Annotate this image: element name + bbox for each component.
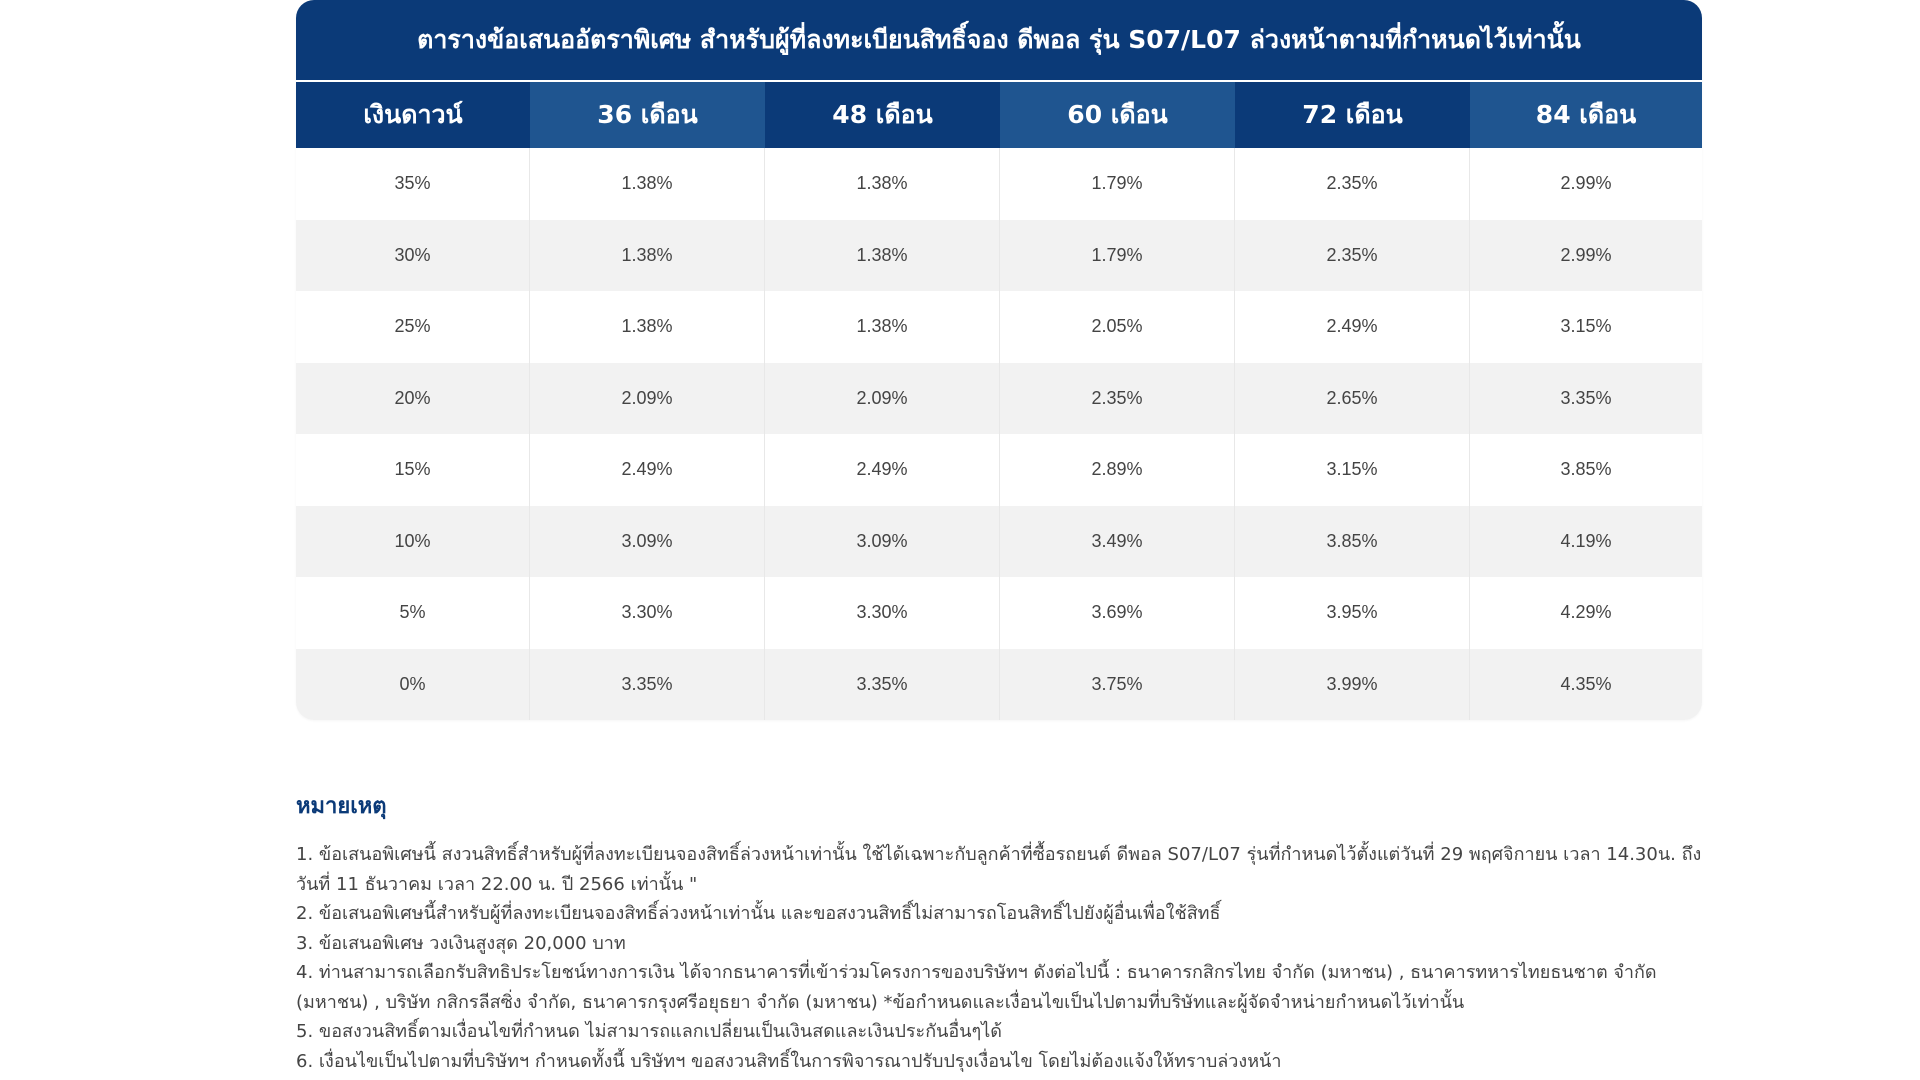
- header-84-months: 84 เดือน: [1470, 82, 1702, 148]
- rate-cell: 1.79%: [1000, 220, 1235, 292]
- table-row: [296, 291, 1702, 363]
- rate-cell: 1.38%: [765, 220, 1000, 292]
- note-item: 3. ข้อเสนอพิเศษ วงเงินสูงสุด 20,000 บาท: [296, 932, 626, 954]
- table-row: [296, 506, 1702, 578]
- header-72-months: 72 เดือน: [1302, 100, 1403, 129]
- rate-cell: 3.30%: [765, 577, 1000, 649]
- rate-cell: 2.65%: [1235, 363, 1470, 435]
- note-item: 4. ท่านสามารถเลือกรับสิทธิประโยชน์ทางการเงิน ได้จากธนาคารที่เข้าร่วมโครงการของบริษัทฯ ดังต่อไปนี้ : ธนาคารกสิกรไทย จำกัด (มหาชน) , ธนาคารทหารไทยธนชาต จำกัด (มหาชน) , บริษัท กสิกรลีสซิ่ง จำกัด, ธนาคารกรุงศรีอยุธยา จำกัด (มหาชน) *ข้อกำหนดและเงื่อนไขเป็นไปตามที่บริษัทและผู้จัดจำหน่ายกำหนดไว้เท่านั้น: [296, 962, 1657, 1013]
- rate-cell: 2.09%: [765, 363, 1000, 435]
- header-36-months: 36 เดือน: [530, 82, 765, 148]
- rate-cell: 3.15%: [1235, 434, 1470, 506]
- rate-cell: 2.99%: [1560, 173, 1612, 194]
- note-item: 1. ข้อเสนอพิเศษนี้ สงวนสิทธิ์สำหรับผู้ที่ลงทะเบียนจองสิทธิ์ล่วงหน้าเท่านั้น ใช้ได้เฉพาะกับลูกค้าที่ซื้อรถยนต์ ดีพอล S07/L07 รุ่นที่กำหนดไว้ตั้งแต่วันที่ 29 พฤศจิกายน เวลา 14.30น. ถึงวันที่ 11 ธันวาคม เวลา 22.00 น. ปี 2566 เท่านั้น ": [296, 844, 1702, 895]
- down-payment-cell: 30%: [296, 220, 530, 292]
- rate-cell: 3.30%: [530, 577, 765, 649]
- rate-cell: 3.85%: [1560, 459, 1612, 480]
- rate-cell: 3.99%: [1235, 649, 1470, 721]
- down-payment-cell: 25%: [296, 291, 530, 363]
- rate-cell: 3.09%: [765, 506, 1000, 578]
- rate-cell: 2.49%: [530, 434, 765, 506]
- header-down-payment: เงินดาวน์: [363, 100, 463, 129]
- header-60-months: 60 เดือน: [1000, 82, 1235, 148]
- rate-cell: 3.35%: [1560, 387, 1612, 408]
- table-row: [296, 148, 1702, 220]
- rate-cell: 3.15%: [1560, 316, 1612, 337]
- rate-cell: 3.35%: [530, 649, 765, 721]
- rate-cell: 3.85%: [1235, 506, 1470, 578]
- rate-cell: 3.49%: [1000, 506, 1235, 578]
- table-row: [296, 434, 1702, 506]
- rate-cell: 3.69%: [1000, 577, 1235, 649]
- down-payment-cell: 10%: [296, 506, 530, 578]
- rate-cell: 2.99%: [1560, 244, 1612, 265]
- rate-cell: 1.38%: [530, 148, 765, 220]
- rate-cell: 2.35%: [1000, 363, 1235, 435]
- down-payment-cell: 5%: [296, 577, 530, 649]
- rate-cell: 3.95%: [1235, 577, 1470, 649]
- terms-notes: [296, 792, 1706, 1076]
- rate-cell: 3.35%: [765, 649, 1000, 721]
- rate-cell: 2.49%: [1235, 291, 1470, 363]
- rate-cell: 4.29%: [1560, 602, 1612, 623]
- rate-cell: 1.38%: [530, 291, 765, 363]
- rate-cell: 1.38%: [765, 291, 1000, 363]
- table-body: [296, 148, 1702, 720]
- rate-cell: 1.79%: [1000, 148, 1235, 220]
- table-row: [296, 577, 1702, 649]
- rate-cell: 3.75%: [1000, 649, 1235, 721]
- rate-cell: 2.05%: [1000, 291, 1235, 363]
- note-item: 6. เงื่อนไขเป็นไปตามที่บริษัทฯ กำหนดทั้งนี้ บริษัทฯ ขอสงวนสิทธิ์ในการพิจารณาปรับปรุงเงื่อนไข โดยไม่ต้องแจ้งให้ทราบล่วงหน้า: [296, 1050, 1282, 1072]
- rate-cell: 1.38%: [530, 220, 765, 292]
- rate-cell: 2.09%: [530, 363, 765, 435]
- rate-cell: 2.89%: [1000, 434, 1235, 506]
- notes-heading: หมายเหตุ: [296, 794, 387, 819]
- rate-cell: 2.35%: [1235, 220, 1470, 292]
- header-48-months: 48 เดือน: [832, 100, 933, 129]
- note-item: 2. ข้อเสนอพิเศษนี้สำหรับผู้ที่ลงทะเบียนจองสิทธิ์ล่วงหน้าเท่านั้น และขอสงวนสิทธิ์ไม่สามารถโอนสิทธิ์ไปยังผู้อื่นเพื่อใช้สิทธิ์: [296, 903, 1221, 924]
- rate-cell: 4.19%: [1560, 530, 1612, 551]
- down-payment-cell: 15%: [296, 434, 530, 506]
- rate-cell: 1.38%: [765, 148, 1000, 220]
- table-header-row: [296, 82, 1702, 148]
- down-payment-cell: 0%: [296, 649, 530, 721]
- down-payment-cell: 20%: [296, 363, 530, 435]
- table-row: [296, 649, 1702, 721]
- rate-cell: 2.49%: [765, 434, 1000, 506]
- down-payment-cell: 35%: [296, 148, 530, 220]
- interest-rate-table: [296, 0, 1702, 720]
- rate-cell: 3.09%: [530, 506, 765, 578]
- table-row: [296, 363, 1702, 435]
- notes-list: [296, 840, 1706, 1076]
- table-row: [296, 220, 1702, 292]
- rate-cell: 4.35%: [1560, 673, 1612, 694]
- note-item: 5. ขอสงวนสิทธิ์ตามเงื่อนไขที่กำหนด ไม่สามารถแลกเปลี่ยนเป็นเงินสดและเงินประกันอื่นๆได้: [296, 1021, 1002, 1042]
- rate-cell: 2.35%: [1235, 148, 1470, 220]
- table-title: ตารางข้อเสนออัตราพิเศษ สำหรับผู้ที่ลงทะเบียนสิทธิ์จอง ดีพอล รุ่น S07/L07 ล่วงหน้าตามที่กำหนดไว้เท่านั้น: [296, 0, 1702, 82]
